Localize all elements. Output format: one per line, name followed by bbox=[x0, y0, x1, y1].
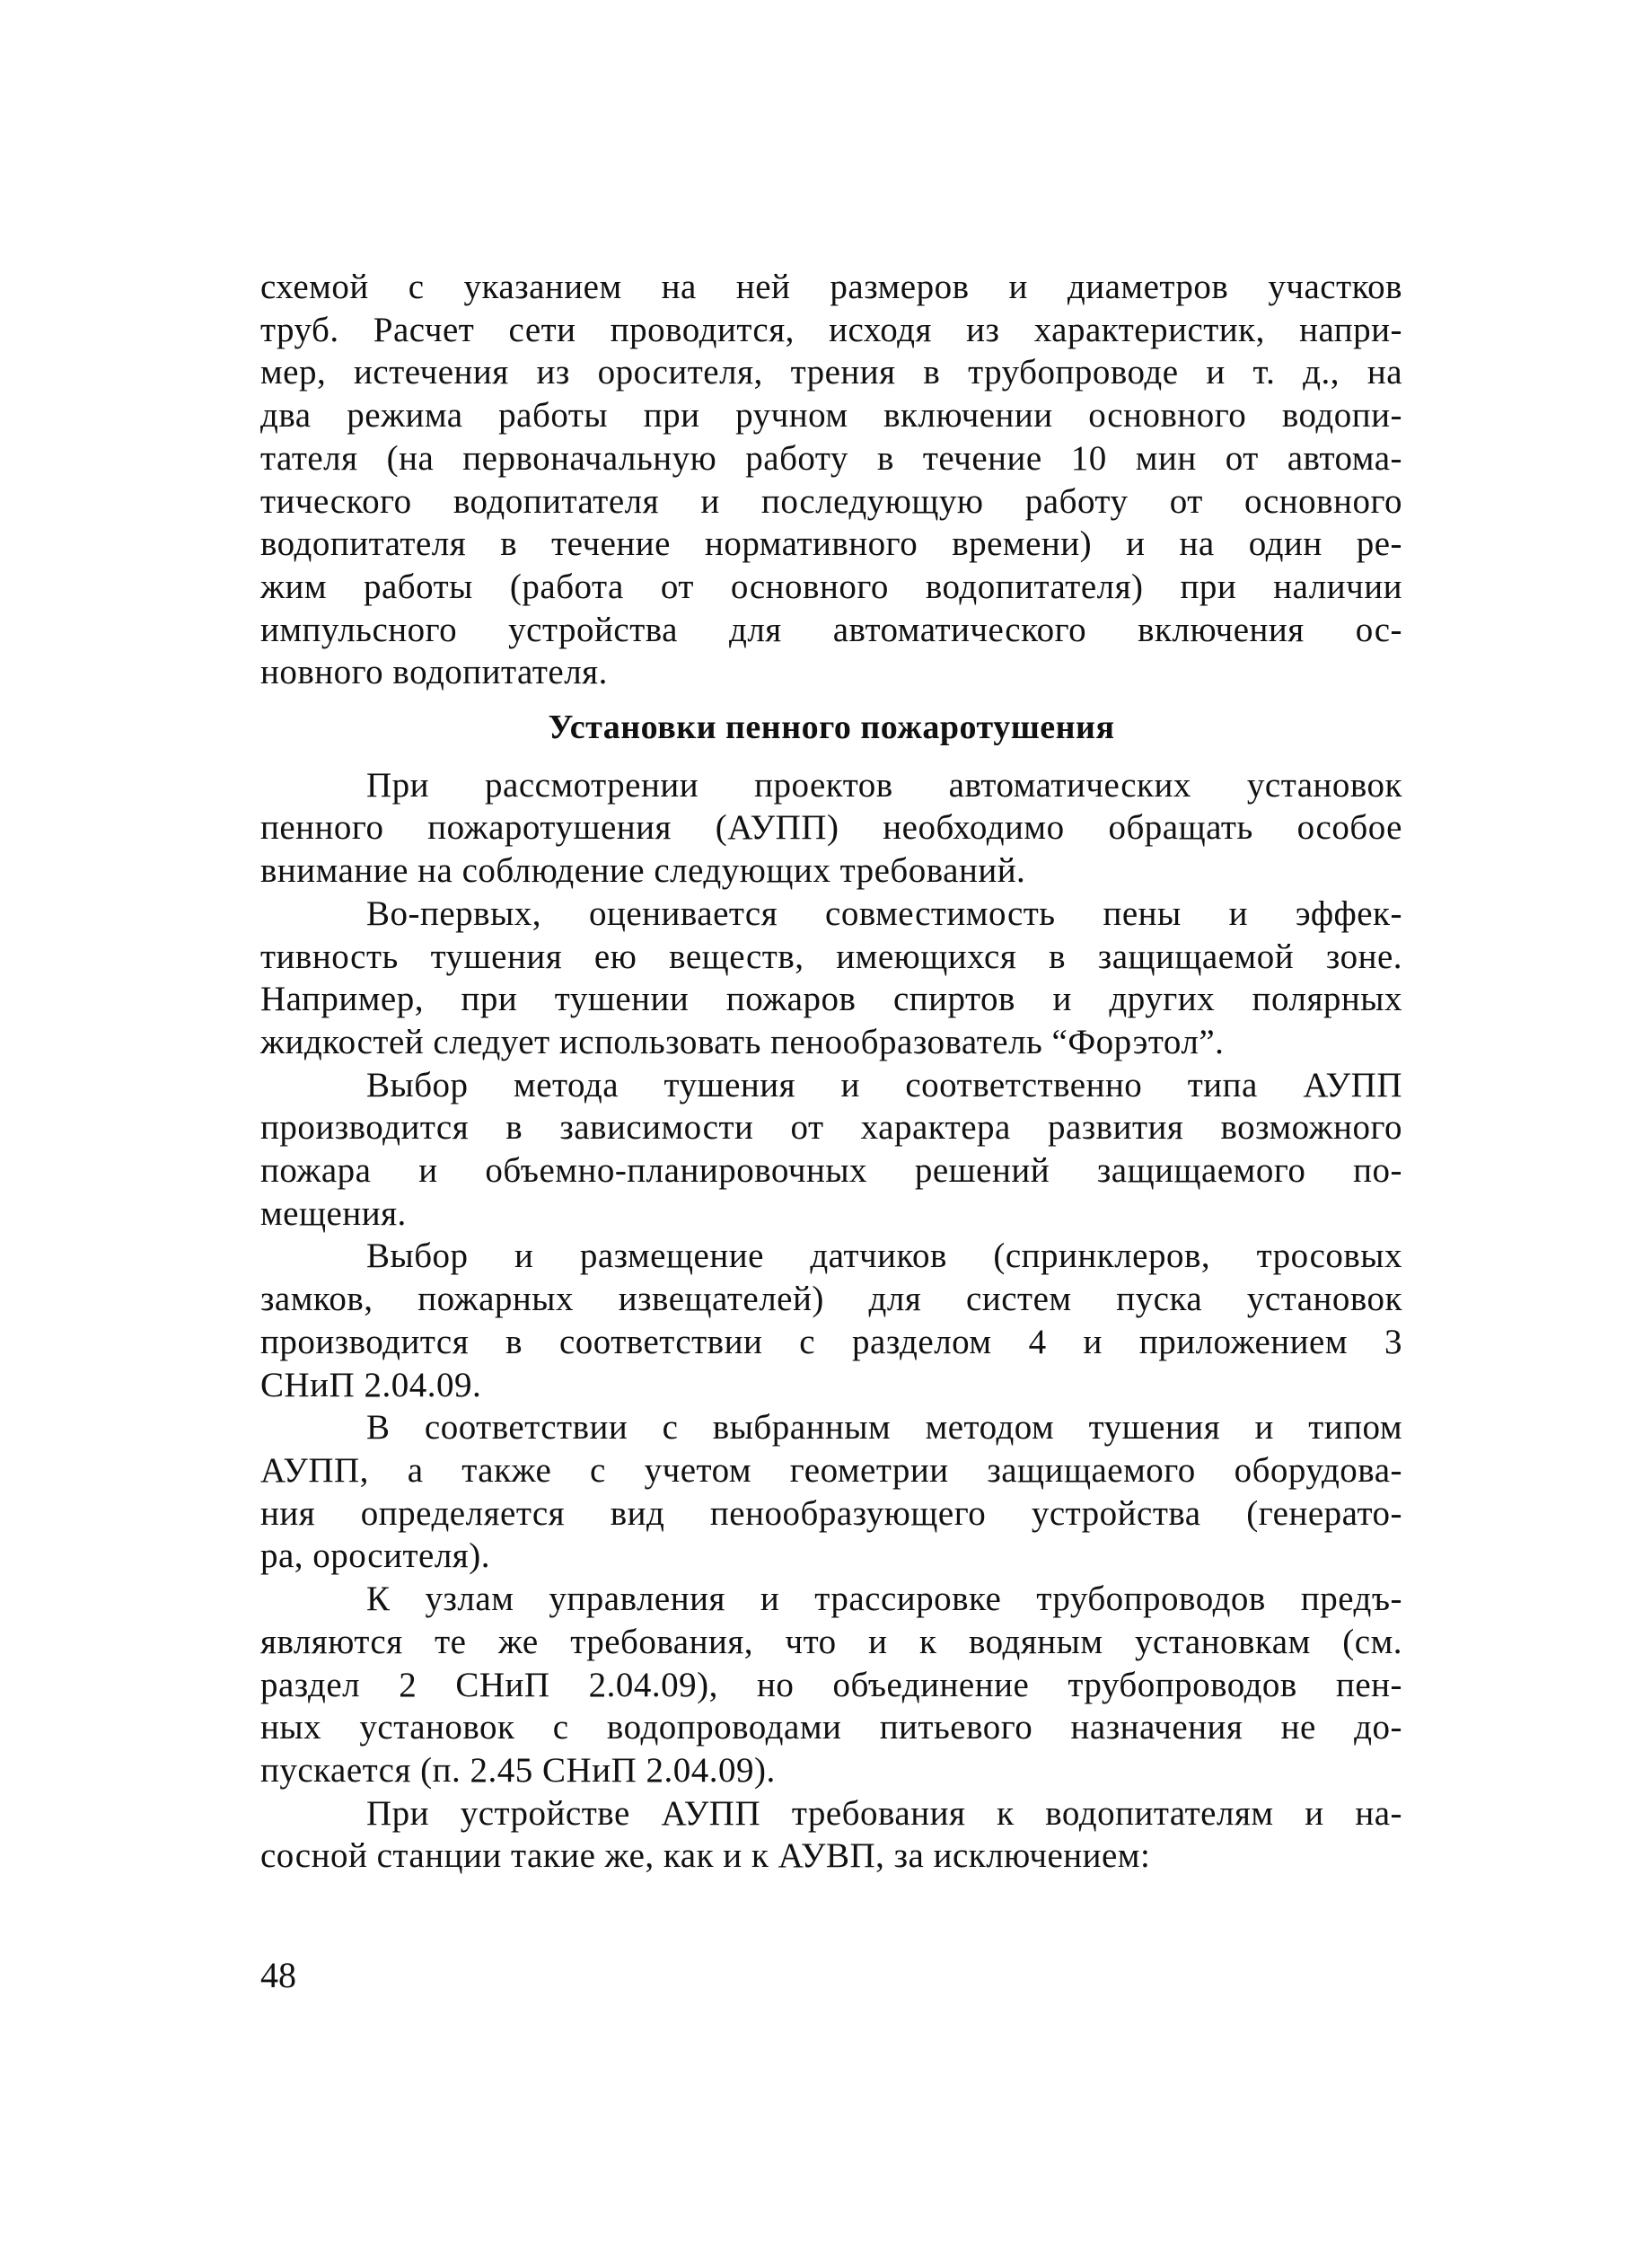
text-line: внимание на соблюдение следующих требований. bbox=[260, 851, 1026, 891]
paragraph-p6 bbox=[260, 1406, 1402, 1578]
text-line: ных установок с водопроводами питьевого назначения не до- bbox=[260, 1708, 1402, 1747]
paragraph-p4 bbox=[260, 1064, 1402, 1236]
text-line: ния определяется вид пенообразующего устройства (генерато- bbox=[260, 1493, 1402, 1533]
text-line: раздел 2 СНиП 2.04.09), но объединение трубопроводов пен- bbox=[260, 1665, 1402, 1704]
text-line: АУПП, а также с учетом геометрии защищаемого оборудова- bbox=[260, 1450, 1402, 1490]
text-line: пожара и объемно-планировочных решений защищаемого по- bbox=[260, 1151, 1402, 1191]
text-line: пенного пожаротушения (АУПП) необходимо обращать особое bbox=[260, 808, 1402, 848]
text-line: В соответствии с выбранным методом тушения и типом bbox=[366, 1408, 1402, 1448]
text-line: Выбор метода тушения и соответственно типа АУПП bbox=[366, 1065, 1402, 1104]
text-line: тивность тушения ею веществ, имеющихся в защищаемой зоне. bbox=[260, 937, 1402, 976]
text-line: схемой с указанием на ней размеров и диаметров участков bbox=[260, 268, 1402, 306]
text-line: тического водопитателя и последующую работу от основного bbox=[260, 481, 1402, 521]
text-line: импульсного устройства для автоматического включения ос- bbox=[260, 610, 1402, 649]
text-line: Выбор и размещение датчиков (спринклеров, тросовых bbox=[366, 1237, 1402, 1276]
text-line: замков, пожарных извещателей) для систем пуска установок bbox=[260, 1280, 1402, 1319]
paragraph-p1 bbox=[260, 266, 1402, 694]
text-line: производится в зависимости от характера развития возможного bbox=[260, 1108, 1402, 1148]
text-line: новного водопитателя. bbox=[260, 653, 608, 692]
text-line: мещения. bbox=[260, 1193, 407, 1233]
paragraph-p3 bbox=[260, 893, 1402, 1064]
text-line: При рассмотрении проектов автоматических установок bbox=[366, 765, 1402, 805]
text-line: труб. Расчет сети проводится, исходя из характеристик, напри- bbox=[260, 310, 1402, 349]
paragraph-p2 bbox=[260, 764, 1402, 893]
text-line: При устройстве АУПП требования к водопитателям и на- bbox=[366, 1793, 1402, 1833]
body-text bbox=[260, 266, 1402, 1878]
text-line: водопитателя в течение нормативного времени) и на один ре- bbox=[260, 524, 1402, 564]
text-line: К узлам управления и трассировке трубопроводов предъ- bbox=[366, 1580, 1402, 1619]
page-number: 48 bbox=[260, 1955, 296, 1995]
section-heading: Установки пенного пожаротушения bbox=[548, 708, 1115, 747]
text-line: два режима работы при ручном включении основного водопи- bbox=[260, 396, 1402, 436]
paragraph-p5 bbox=[260, 1235, 1402, 1406]
text-line: жидкостей следует использовать пенообразователь “Форэтол”. bbox=[260, 1022, 1225, 1061]
text-line: ра, оросителя). bbox=[260, 1536, 490, 1576]
paragraph-p8 bbox=[260, 1792, 1402, 1878]
text-line: сосной станции такие же, как и к АУВП, за исключением: bbox=[260, 1836, 1151, 1876]
paragraph-p7 bbox=[260, 1578, 1402, 1792]
text-line: мер, истечения из оросителя, трения в трубопроводе и т. д., на bbox=[260, 353, 1402, 392]
text-line: СНиП 2.04.09. bbox=[260, 1365, 482, 1404]
text-line: Во-первых, оценивается совместимость пены и эффек- bbox=[366, 893, 1402, 933]
text-line: жим работы (работа от основного водопитателя) при наличии bbox=[260, 567, 1402, 606]
text-line: производится в соответствии с разделом 4 и приложением 3 bbox=[260, 1322, 1402, 1361]
text-line: тателя (на первоначальную работу в течение 10 мин от автома- bbox=[260, 438, 1402, 478]
text-line: Например, при тушении пожаров спиртов и других полярных bbox=[260, 980, 1402, 1019]
text-line: являются те же требования, что и к водяным установкам (см. bbox=[260, 1622, 1402, 1661]
text-line: пускается (п. 2.45 СНиП 2.04.09). bbox=[260, 1750, 776, 1790]
